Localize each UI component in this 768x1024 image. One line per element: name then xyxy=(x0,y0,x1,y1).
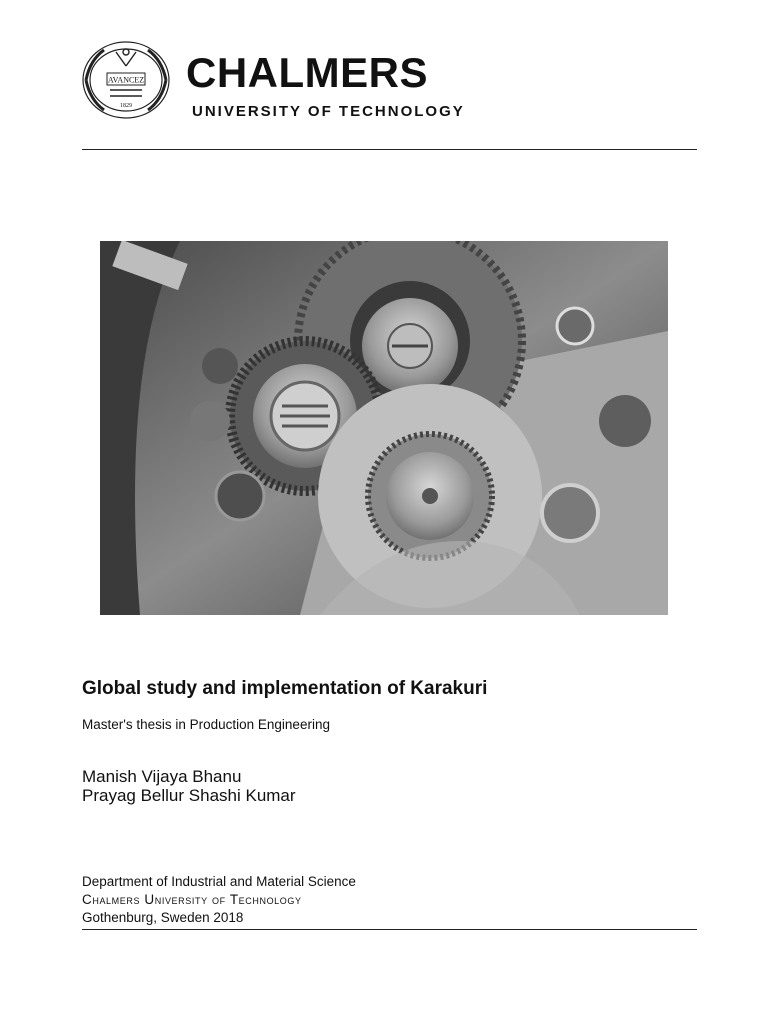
thesis-subtitle: Master's thesis in Production Engineering xyxy=(82,717,330,732)
footer-divider xyxy=(82,929,697,930)
university-subtitle: UNIVERSITY OF TECHNOLOGY xyxy=(192,103,465,120)
thesis-title: Global study and implementation of Karakuri xyxy=(82,678,488,699)
department: Department of Industrial and Material Science xyxy=(82,874,356,889)
author-list xyxy=(82,767,296,805)
author-name: Prayag Bellur Shashi Kumar xyxy=(82,786,296,805)
seal-motto: AVANCEZ xyxy=(107,75,145,85)
university-name: CHALMERS xyxy=(186,49,428,96)
header-divider xyxy=(82,149,697,150)
location-year: Gothenburg, Sweden 2018 xyxy=(82,910,244,925)
author-name: Manish Vijaya Bhanu xyxy=(82,767,242,786)
footer-university: Chalmers University of Technology xyxy=(82,892,302,907)
publication-info xyxy=(82,873,356,927)
cover-photo xyxy=(100,241,668,615)
university-seal xyxy=(80,40,172,120)
seal-year: 1829 xyxy=(120,103,132,109)
